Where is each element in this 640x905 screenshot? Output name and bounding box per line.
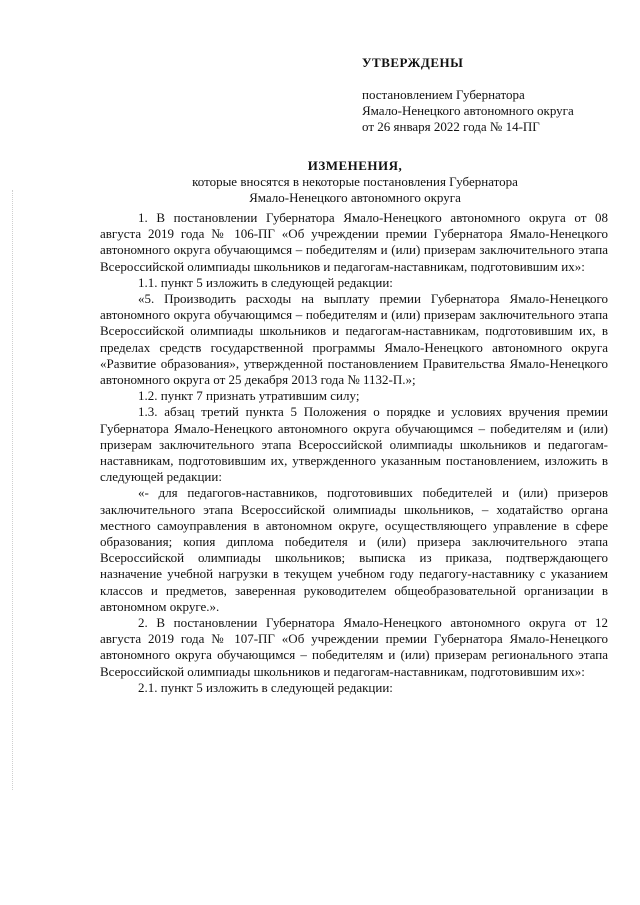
- approval-heading: УТВЕРЖДЕНЫ: [362, 55, 464, 70]
- document-subtitle: которые вносятся в некоторые постановления Губернатора: [192, 174, 518, 189]
- paragraph: 1.1. пункт 5 изложить в следующей редакции:: [138, 274, 393, 290]
- scan-margin-marks: [12, 190, 15, 790]
- paragraph: 2.1. пункт 5 изложить в следующей редакции:: [138, 679, 393, 695]
- document-subtitle: Ямало-Ненецкого автономного округа: [249, 190, 461, 205]
- paragraph: «- для педагогов-наставников, подготовивших победителей и (или) призеров заключительного этапа Всероссийской олимпиады школьников, – ходатайство органа местного самоуправления в автономном округе, осуществляющего управление в сфере образования; копия диплома победителя и (или) призера заключительного этапа Всероссийской олимпиады школьников; выписка из приказа, подтверждающего назначение учебной нагрузки в текущем учебном году педагогу-наставнику с указанием классов и предметов, заверенная руководителем общеобразовательной организации в автономном округе.».: [100, 485, 608, 614]
- paragraph: 1.3. абзац третий пункта 5 Положения о порядке и условиях вручения премии Губернатора Ямало-Ненецкого автономного округа обучающимся – победителям и (или) призерам заключительного этапа Всероссийской олимпиады школьников и педагогам-наставникам, подготовившим их, утвержденного указанным постановлением, изложить в следующей редакции:: [100, 404, 608, 485]
- approval-block: [362, 55, 622, 135]
- approval-line: Ямало-Ненецкого автономного округа: [362, 103, 574, 118]
- paragraph: 1.2. пункт 7 признать утратившим силу;: [138, 388, 360, 404]
- document-title-block: [100, 158, 610, 206]
- document-body: [100, 210, 608, 696]
- paragraph: «5. Производить расходы на выплату премии Губернатора Ямало-Ненецкого автономного округа обучающимся – победителям и (или) призерам заключительного этапа Всероссийской олимпиады школьников и педагогам-наставникам, подготовившим их, в пределах средств государственной программы Ямало-Ненецкого автономного округа «Развитие образования», утвержденной постановлением Правительства Ямало-Ненецкого автономного округа от 25 декабря 2013 года № 1132-П.»;: [100, 291, 608, 388]
- document-title: ИЗМЕНЕНИЯ,: [307, 158, 403, 173]
- paragraph: 1. В постановлении Губернатора Ямало-Ненецкого автономного округа от 08 августа 2019 года № 106-ПГ «Об учреждении премии Губернатора Ямало-Ненецкого автономного округа обучающимся – победителям и (или) призерам заключительного этапа Всероссийской олимпиады школьников и педагогам-наставникам, подготовившим их»:: [100, 210, 608, 274]
- paragraph: 2. В постановлении Губернатора Ямало-Ненецкого автономного округа от 12 августа 2019 года № 107-ПГ «Об учреждении премии Губернатора Ямало-Ненецкого автономного округа обучающимся – победителям и (или) призерам регионального этапа Всероссийской олимпиады школьников и педагогам-наставникам, подготовившим их»:: [100, 615, 608, 679]
- approval-line: от 26 января 2022 года № 14-ПГ: [362, 119, 540, 134]
- approval-line: постановлением Губернатора: [362, 87, 525, 102]
